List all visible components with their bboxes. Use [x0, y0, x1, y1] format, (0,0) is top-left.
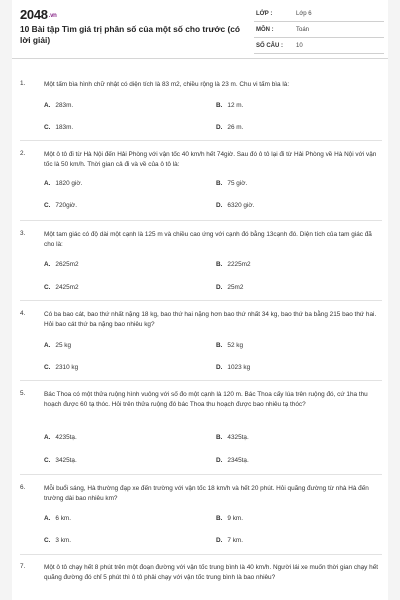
divider — [20, 554, 382, 555]
option-letter: B. — [216, 180, 223, 187]
logo-text: 2048 — [20, 7, 48, 22]
meta-key: SỐ CÂU : — [256, 43, 283, 49]
option-b[interactable] — [216, 261, 251, 268]
option-text: 4325tạ. — [227, 434, 249, 441]
option-d[interactable] — [216, 364, 250, 371]
question-text: Một ô tô đi từ Hà Nội đến Hải Phòng với vận tốc 40 km/h hết 74giờ. Sau đó ô tô lại đi từ Hải Phòng về Hà Nội với vận tốc là 50 km/h. Thời gian cả đi và về của ô tô là: — [44, 151, 377, 168]
option-b[interactable] — [216, 434, 249, 441]
meta-value: 10 — [296, 43, 303, 49]
option-letter: A. — [44, 102, 51, 109]
option-text: 6320 giờ. — [227, 202, 255, 209]
divider — [20, 474, 382, 475]
question-number: 4. — [20, 310, 26, 317]
option-text: 3 km. — [55, 537, 72, 544]
option-text: 2425m2 — [55, 284, 79, 291]
option-text: 283m. — [55, 102, 74, 109]
option-a[interactable] — [44, 180, 82, 187]
question-text: Một tấm bìa hình chữ nhật có diện tích là 83 m2, chiều rộng là 23 m. Chu vi tấm bìa là: — [44, 81, 290, 88]
question-text: Mỗi buổi sáng, Hà thường đạp xe đến trường với vận tốc 18 km/h và hết 20 phút. Hỏi quãng đường từ nhà Hà đến trường dài bao nhiêu km? — [44, 485, 369, 502]
option-d[interactable] — [216, 284, 243, 291]
question-number: 2. — [20, 150, 26, 157]
option-letter: C. — [44, 364, 51, 371]
option-text: 52 kg — [227, 342, 244, 349]
option-text: 25 kg — [55, 342, 72, 349]
option-letter: D. — [216, 202, 223, 209]
divider — [20, 300, 382, 301]
option-letter: A. — [44, 180, 51, 187]
option-letter: D. — [216, 284, 223, 291]
divider — [20, 380, 382, 381]
option-text: 3425tạ. — [55, 457, 77, 464]
meta-key: MÔN : — [256, 27, 274, 33]
option-a[interactable] — [44, 515, 71, 522]
option-d[interactable] — [216, 457, 249, 464]
option-d[interactable] — [216, 202, 254, 209]
option-letter: D. — [216, 364, 223, 371]
question-6 — [20, 484, 382, 550]
question-text: Một tam giác có độ dài một cạnh là 125 m và chiều cao ứng với cạnh đó bằng 13cạnh đó. Diện tích của tam giác đã cho là: — [44, 231, 372, 248]
option-text: 720giờ. — [55, 202, 78, 209]
option-text: 6 km. — [55, 515, 72, 522]
meta-row-count — [254, 40, 384, 54]
question-number: 6. — [20, 484, 26, 491]
option-letter: C. — [44, 202, 51, 209]
question-number: 1. — [20, 80, 26, 87]
question-text: Bác Thoa có một thửa ruộng hình vuông với số đo một cạnh là 120 m. Bác Thoa cấy lúa trên ruộng đó, cứ 1ha thu hoạch được 60 tạ thóc. Hỏi trên thửa ruộng đó bác Thoa thu hoạch được bao nhiêu tạ thóc? — [44, 391, 368, 408]
option-text: 1023 kg — [227, 364, 251, 371]
meta-row-class — [254, 8, 384, 22]
option-a[interactable] — [44, 342, 71, 349]
option-letter: D. — [216, 537, 223, 544]
option-letter: A. — [44, 434, 51, 441]
option-b[interactable] — [216, 102, 243, 109]
option-c[interactable] — [44, 202, 77, 209]
divider — [20, 140, 382, 141]
option-b[interactable] — [216, 342, 243, 349]
option-text: 2225m2 — [227, 261, 251, 268]
option-letter: A. — [44, 515, 51, 522]
option-text: 183m. — [55, 124, 74, 131]
option-d[interactable] — [216, 124, 243, 131]
option-letter: C. — [44, 537, 51, 544]
option-text: 1820 giờ. — [55, 180, 83, 187]
option-letter: C. — [44, 284, 51, 291]
question-number: 7. — [20, 563, 26, 570]
meta-row-subject — [254, 24, 384, 38]
option-text: 7 km. — [227, 537, 244, 544]
option-d[interactable] — [216, 537, 243, 544]
worksheet-page — [12, 0, 388, 600]
option-b[interactable] — [216, 515, 243, 522]
logo-suffix: .vn — [48, 12, 57, 19]
question-7 — [20, 563, 382, 599]
option-letter: B. — [216, 434, 223, 441]
question-text: Một ô tô chạy hết 8 phút trên một đoạn đường với vận tốc trung bình là 40 km/h. Người lái xe muốn thời gian chạy hết quãng đường đó chỉ 5 phút thì ô tô phải chạy với vận tốc trung bình là bao nhiêu? — [44, 564, 379, 581]
question-5 — [20, 390, 382, 470]
meta-key: LỚP : — [256, 11, 273, 17]
question-number: 3. — [20, 230, 26, 237]
option-a[interactable] — [44, 261, 79, 268]
question-4 — [20, 310, 382, 376]
meta-table — [254, 8, 384, 56]
option-letter: B. — [216, 102, 223, 109]
option-letter: B. — [216, 342, 223, 349]
option-c[interactable] — [44, 364, 78, 371]
option-b[interactable] — [216, 180, 247, 187]
option-text: 12 m. — [227, 102, 244, 109]
question-text: Có ba bao cát, bao thứ nhất nặng 18 kg, bao thứ hai nặng hơn bao thứ nhất 34 kg, bao thứ ba bằng 215 bao thứ hai. Hỏi bao cát thứ ba nặng bao nhiêu kg? — [44, 311, 377, 328]
meta-value: Lớp 6 — [296, 11, 312, 17]
worksheet-header — [12, 0, 388, 59]
question-1 — [20, 80, 382, 140]
question-number: 5. — [20, 390, 26, 397]
worksheet-title: 10 Bài tập Tìm giá trị phân số của một số cho trước (có lời giải) — [20, 24, 241, 45]
option-a[interactable] — [44, 102, 73, 109]
question-3 — [20, 230, 382, 296]
option-text: 2345tạ. — [227, 457, 249, 464]
option-c[interactable] — [44, 537, 71, 544]
option-text: 26 m. — [227, 124, 244, 131]
option-a[interactable] — [44, 434, 77, 441]
divider — [20, 220, 382, 221]
question-2 — [20, 150, 382, 216]
option-letter: D. — [216, 457, 223, 464]
option-text: 2625m2 — [55, 261, 79, 268]
option-text: 9 km. — [227, 515, 244, 522]
option-c[interactable] — [44, 284, 79, 291]
option-letter: B. — [216, 261, 223, 268]
option-letter: D. — [216, 124, 223, 131]
option-text: 25m2 — [227, 284, 244, 291]
site-logo[interactable] — [20, 7, 57, 22]
option-letter: A. — [44, 342, 51, 349]
option-letter: B. — [216, 515, 223, 522]
option-text: 2310 kg — [55, 364, 79, 371]
option-letter: C. — [44, 457, 51, 464]
meta-value: Toán — [296, 27, 310, 33]
option-text: 4235tạ. — [55, 434, 77, 441]
option-text: 75 giờ. — [227, 180, 248, 187]
option-c[interactable] — [44, 457, 77, 464]
option-letter: C. — [44, 124, 51, 131]
option-letter: A. — [44, 261, 51, 268]
option-c[interactable] — [44, 124, 73, 131]
